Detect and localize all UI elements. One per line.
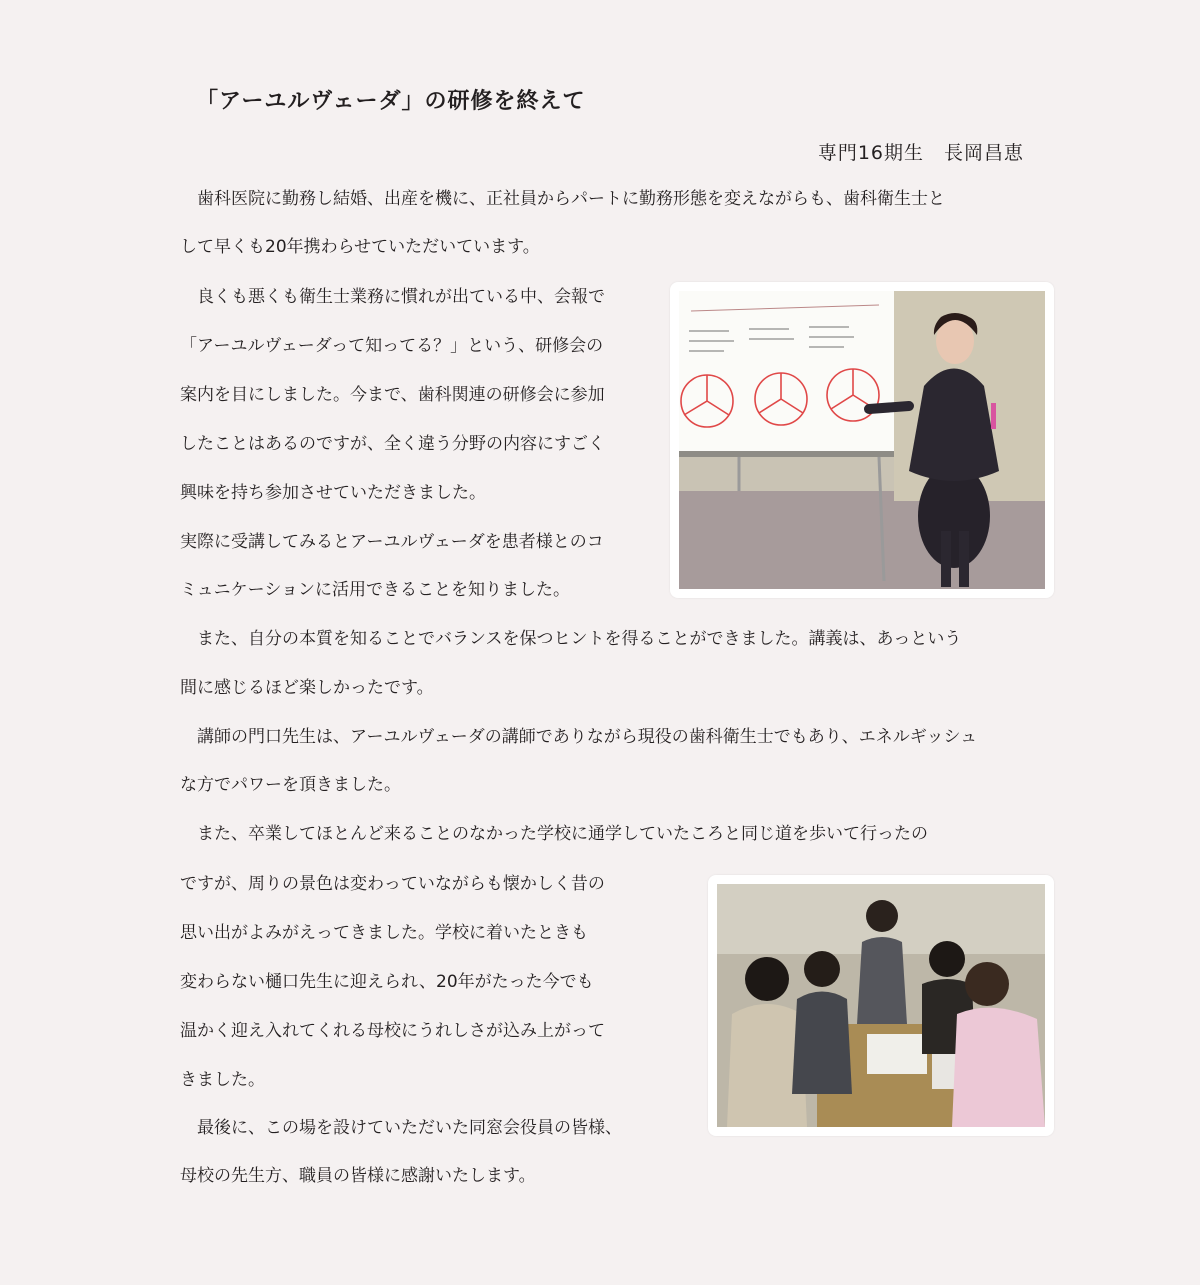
body-line: 母校の先生方、職員の皆様に感謝いたします。 — [180, 1166, 536, 1186]
body-line: 変わらない樋口先生に迎えられ、20年がたった今でも — [180, 972, 594, 992]
body-line: 思い出がよみがえってきました。学校に着いたときも — [180, 923, 588, 943]
body-line: な方でパワーを頂きました。 — [180, 775, 401, 795]
article-title: 「アーユルヴェーダ」の研修を終えて — [196, 89, 586, 114]
body-line: 講師の門口先生は、アーユルヴェーダの講師でありながら現役の歯科衛生士でもあり、エネルギッシュ — [180, 727, 978, 747]
body-line: ミュニケーションに活用できることを知りました。 — [180, 580, 570, 600]
body-line: 「アーユルヴェーダって知ってる？」という、研修会の — [180, 336, 604, 356]
body-line: ですが、周りの景色は変わっていながらも懐かしく昔の — [180, 874, 605, 894]
body-line: したことはあるのですが、全く違う分野の内容にすごく — [180, 434, 605, 454]
body-line: 最後に、この場を設けていただいた同窓会役員の皆様、 — [180, 1118, 622, 1138]
lecture-photo — [670, 282, 1054, 598]
body-line: 案内を目にしました。今まで、歯科関連の研修会に参加 — [180, 385, 605, 405]
body-line: きました。 — [180, 1070, 265, 1090]
lecturer-whiteboard-image — [679, 291, 1045, 589]
article-author: 専門16期生 長岡昌恵 — [817, 142, 1024, 164]
body-line: 興味を持ち参加させていただきました。 — [180, 483, 486, 503]
body-line: 歯科医院に勤務し結婚、出産を機に、正社員からパートに勤務形態を変えながらも、歯科衛生士と — [180, 189, 945, 209]
participants-table-image — [717, 884, 1045, 1127]
group-photo — [708, 875, 1054, 1136]
body-line: また、自分の本質を知ることでバランスを保つヒントを得ることができました。講義は、あっという — [180, 629, 962, 649]
body-line: して早くも20年携わらせていただいています。 — [180, 237, 540, 257]
body-line: 温かく迎え入れてくれる母校にうれしさが込み上がって — [180, 1021, 605, 1041]
body-line: 実際に受講してみるとアーユルヴェーダを患者様とのコ — [180, 532, 604, 552]
body-line: 間に感じるほど楽しかったです。 — [180, 678, 434, 698]
body-line: また、卒業してほとんど来ることのなかった学校に通学していたころと同じ道を歩いて行ったの — [180, 824, 928, 844]
body-line: 良くも悪くも衛生士業務に慣れが出ている中、会報で — [180, 287, 605, 307]
